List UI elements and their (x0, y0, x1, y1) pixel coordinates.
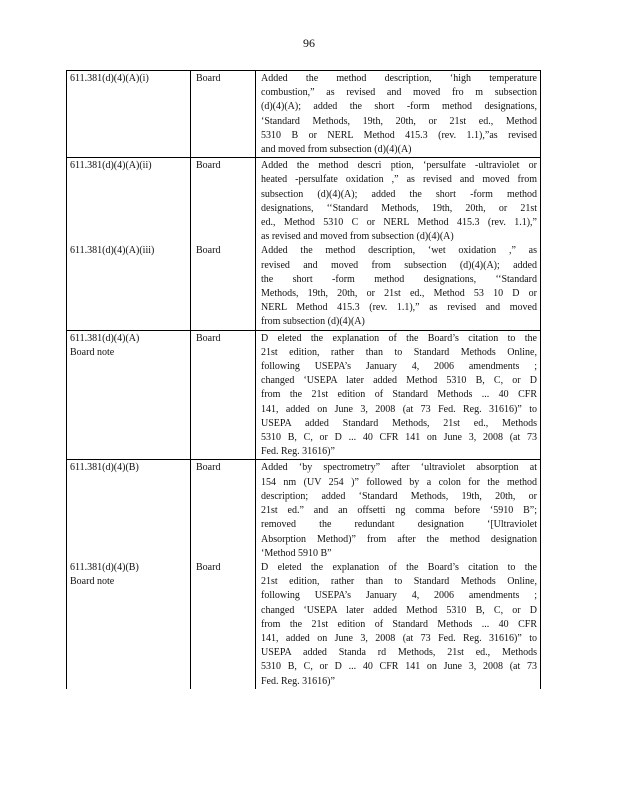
section-label (70, 476, 190, 490)
source-label (196, 518, 255, 532)
source-label (196, 431, 255, 445)
action-cell (256, 331, 540, 460)
action-text: following USEPA’s January 4, 2006 amendments ; (261, 590, 537, 602)
action-text: description; added ‘Standard Methods, 19th, 20th, or (261, 490, 537, 502)
source-label (196, 417, 255, 431)
source-label (196, 388, 255, 402)
action-text: Fed. Reg. 31616)” (261, 675, 335, 687)
section-label (70, 547, 190, 561)
source-label (196, 589, 255, 603)
section-label (70, 632, 190, 646)
section-label (70, 230, 190, 244)
section-label (70, 504, 190, 518)
source-label (196, 490, 255, 504)
source-label (196, 100, 255, 114)
action-text: Added ‘by spectrometry” after ‘ultraviolet absorption at (261, 462, 537, 474)
source-label (196, 660, 255, 674)
source-label (196, 403, 255, 417)
source-cell (191, 331, 256, 460)
source-label (196, 646, 255, 660)
section-label: Board note (70, 576, 115, 588)
action-text: designations, ‘‘Standard Methods, 19th, 20th, or 21st (261, 202, 537, 214)
section-label (70, 675, 190, 689)
section-label (70, 100, 190, 114)
section-label (70, 129, 190, 143)
source-label: Board (196, 332, 221, 344)
section-label (70, 287, 190, 301)
source-label (196, 301, 255, 315)
source-label (196, 173, 255, 187)
section-label (70, 403, 190, 417)
action-text: 21st edition, rather than to Standard Methods Online, (261, 346, 537, 358)
action-text: combustion,” as revised and moved fro m subsection (261, 87, 537, 99)
section-label (70, 518, 190, 532)
table-row (67, 331, 540, 461)
section-label (70, 360, 190, 374)
table-row (67, 71, 540, 158)
section-label (70, 374, 190, 388)
section-label (70, 315, 190, 329)
action-text: NERL Method 415.3 (rev. 1.1),” as revised and moved (261, 302, 537, 314)
section-label (70, 388, 190, 402)
section-label (70, 188, 190, 202)
source-label (196, 632, 255, 646)
section-label (70, 216, 190, 230)
action-text: USEPA added Standa rd Methods, 21st ed., Methods (261, 647, 537, 659)
section-label: 611.381(d)(4)(A)(iii) (70, 245, 155, 257)
source-label (196, 533, 255, 547)
source-label (196, 618, 255, 632)
section-label (70, 202, 190, 216)
action-text: revised and moved from subsection (d)(4)(A); added (261, 259, 537, 271)
action-text: removed the redundant designation ‘[Ultraviolet (261, 519, 537, 531)
page-number: 96 (303, 36, 315, 50)
source-label (196, 115, 255, 129)
amendments-table (66, 70, 541, 689)
source-label (196, 604, 255, 618)
source-label (196, 202, 255, 216)
action-text: Absorption Method)” from after the method designation (261, 533, 537, 545)
source-cell (191, 158, 256, 329)
section-cell (67, 158, 191, 329)
source-label: Board (196, 73, 221, 84)
action-text: Methods, 19th, 20th, or 21st ed., Method 53 10 D or (261, 288, 537, 300)
action-text: changed ‘USEPA later added Method 5310 B, C, or D (261, 375, 537, 387)
section-label: 611.381(d)(4)(A)(ii) (70, 160, 152, 172)
section-label (70, 301, 190, 315)
action-text: 5310 B, C, or D ... 40 CFR 141 on June 3, 2008 (at 73 (261, 661, 537, 673)
source-label: Board (196, 462, 221, 474)
source-label (196, 504, 255, 518)
action-text: from the 21st edition of Standard Methods ... 40 CFR (261, 389, 537, 401)
source-label (196, 315, 255, 329)
section-cell (67, 71, 191, 157)
source-label (196, 129, 255, 143)
section-label (70, 589, 190, 603)
action-cell (256, 158, 540, 329)
section-label (70, 604, 190, 618)
action-text: 21st ed.” and an offsetti ng comma before ‘5910 B”; (261, 505, 537, 517)
action-text: Added the method description, ‘high temperature (261, 73, 537, 84)
source-label (196, 143, 255, 157)
source-label (196, 547, 255, 561)
action-text: 5310 B, C, or D ... 40 CFR 141 on June 3, 2008 (at 73 (261, 432, 537, 444)
section-label (70, 173, 190, 187)
section-label (70, 431, 190, 445)
action-text: 5310 B or NERL Method 415.3 (rev. 1.1),”as revised (261, 129, 537, 141)
section-cell (67, 460, 191, 688)
action-text: 141, added on June 3, 2008 (at 73 Fed. Reg. 31616)” to (261, 403, 537, 415)
source-label (196, 675, 255, 689)
source-label (196, 86, 255, 100)
section-label (70, 660, 190, 674)
source-label (196, 360, 255, 374)
action-text: subsection (d)(4)(A); added the short -form method (261, 188, 537, 200)
section-label (70, 143, 190, 157)
section-cell (67, 331, 191, 460)
table-row (67, 460, 540, 688)
action-text: ‘Method 5910 B” (261, 547, 332, 559)
source-label (196, 188, 255, 202)
action-text: as revised and moved from subsection (d)(4)(A) (261, 231, 454, 243)
section-label (70, 618, 190, 632)
action-text: the short -form method designations, ‘‘Standard (261, 273, 537, 285)
section-label: 611.381(d)(4)(A)(i) (70, 73, 149, 84)
action-text: 141, added on June 3, 2008 (at 73 Fed. Reg. 31616)” to (261, 632, 537, 644)
source-label: Board (196, 160, 221, 172)
section-label (70, 115, 190, 129)
action-text: D eleted the explanation of the Board’s citation to the (261, 561, 537, 573)
action-text: 154 nm (UV 254 )” followed by a colon for the method (261, 476, 537, 488)
action-cell (256, 460, 540, 688)
section-label (70, 646, 190, 660)
action-text: 21st edition, rather than to Standard Methods Online, (261, 576, 537, 588)
action-text: Added the method description, ‘wet oxidation ,” as (261, 245, 537, 257)
source-label (196, 259, 255, 273)
action-text: USEPA added Standard Methods, 21st ed., Methods (261, 417, 537, 429)
section-label: 611.381(d)(4)(B) (70, 561, 139, 573)
action-text: ‘Standard Methods, 19th, 20th, or 21st ed., Method (261, 115, 537, 127)
source-label: Board (196, 561, 221, 573)
section-label: 611.381(d)(4)(A) (70, 332, 140, 344)
source-label (196, 216, 255, 230)
source-label (196, 445, 255, 459)
section-label (70, 490, 190, 504)
source-label (196, 374, 255, 388)
action-text: following USEPA’s January 4, 2006 amendments ; (261, 361, 537, 373)
action-text: changed ‘USEPA later added Method 5310 B, C, or D (261, 604, 537, 616)
section-label (70, 417, 190, 431)
source-label (196, 287, 255, 301)
section-label (70, 445, 190, 459)
action-text: from subsection (d)(4)(A) (261, 316, 365, 328)
action-text: (d)(4)(A); added the short -form method designations, (261, 101, 537, 113)
action-text: Added the method descri ption, ‘persulfate -ultraviolet or (261, 160, 537, 172)
source-label (196, 230, 255, 244)
action-text: Fed. Reg. 31616)” (261, 446, 335, 458)
section-label: Board note (70, 346, 115, 358)
section-label (70, 533, 190, 547)
section-label: 611.381(d)(4)(B) (70, 462, 139, 474)
section-label (70, 86, 190, 100)
action-text: and moved from subsection (d)(4)(A) (261, 144, 412, 156)
table-row (67, 158, 540, 330)
action-cell (256, 71, 540, 157)
action-text: D eleted the explanation of the Board’s citation to the (261, 332, 537, 344)
source-label (196, 476, 255, 490)
action-text: ed., Method 5310 C or NERL Method 415.3 (rev. 1.1),” (261, 217, 537, 229)
section-label (70, 259, 190, 273)
action-text: heated -persulfate oxidation ,” as revised and moved from (261, 174, 537, 186)
source-label (196, 346, 255, 360)
source-cell (191, 71, 256, 157)
section-label (70, 273, 190, 287)
source-label: Board (196, 245, 221, 257)
source-label (196, 575, 255, 589)
source-label (196, 273, 255, 287)
action-text: from the 21st edition of Standard Methods ... 40 CFR (261, 618, 537, 630)
source-cell (191, 460, 256, 688)
